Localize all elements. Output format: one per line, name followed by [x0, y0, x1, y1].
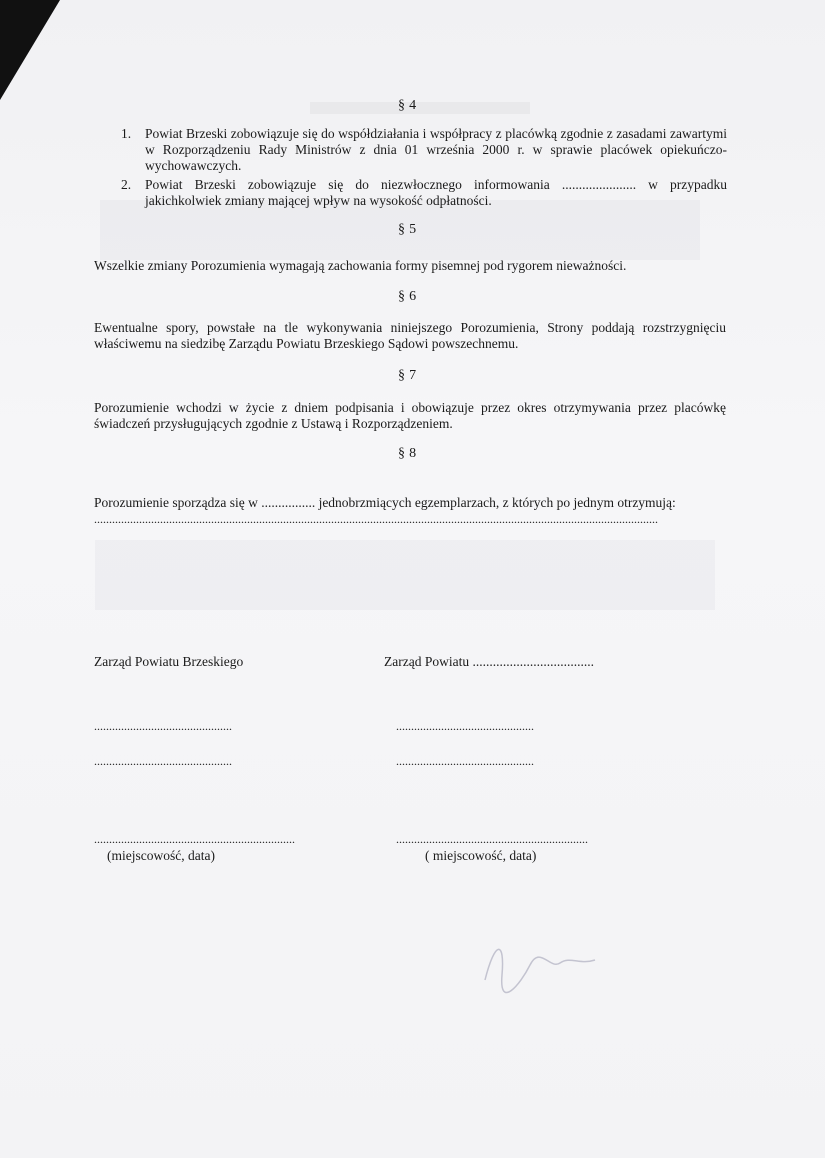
section-4-item-1-text: Powiat Brzeski zobowiązuje się do współdziałania i współpracy z placówką zgodnie z zasadami zawartymi w Rozporządzeniu Rady Ministrów z dnia 01 września 2000 r. w sprawie placówek opiekuńczo- wychowawczych.: [145, 126, 727, 173]
section-4-heading: § 4: [398, 98, 417, 113]
section-5-text: Wszelkie zmiany Porozumienia wymagają zachowania formy pisemnej pod rygorem nieważności.: [94, 258, 627, 273]
scan-corner-shadow: [0, 0, 60, 100]
section-8-text: Porozumienie sporządza się w ................ jednobrzmiących egzemplarzach, z których po jednym otrzymują:: [94, 495, 676, 510]
stamp-show-through: [480, 915, 700, 995]
left-place-date-line: ...................................................................: [94, 832, 295, 846]
left-signature-line-2: ..............................................: [94, 754, 232, 768]
signature-scrawl-icon: [480, 935, 600, 995]
right-place-date-line: ................................................................: [396, 832, 588, 846]
section-4-item-2-text: Powiat Brzeski zobowiązuje się do niezwłocznego informowania ...................... w przypadku jakichkolwiek zmiany mającej wpływ na wysokość odpłatności.: [145, 177, 727, 208]
section-7-text: Porozumienie wchodzi w życie z dniem podpisania i obowiązuje przez okres otrzymywania przez placówkę świadczeń przysługujących zgodnie z Ustawą i Rozporządzeniem.: [94, 400, 726, 431]
show-through-mark: [310, 102, 530, 114]
show-through-mark: [95, 540, 715, 610]
right-signatory-title: Zarząd Powiatu ....................................: [384, 654, 594, 669]
left-signature-line-1: ..............................................: [94, 719, 232, 733]
left-signatory-title: Zarząd Powiatu Brzeskiego: [94, 654, 244, 669]
right-place-date-label: ( miejscowość, data): [425, 848, 537, 863]
section-8-heading: § 8: [398, 446, 417, 461]
right-signature-line-2: ..............................................: [396, 754, 534, 768]
section-6-text: Ewentualne spory, powstałe na tle wykonywania niniejszego Porozumienia, Strony poddają rozstrzygnięciu właściwemu na siedzibę Zarządu Powiatu Brzeskiego Sądowi powszechnemu.: [94, 320, 726, 351]
section-4-item-1-number: 1.: [121, 126, 132, 141]
right-signature-line-1: ..............................................: [396, 719, 534, 733]
section-5-heading: § 5: [398, 222, 417, 237]
section-7-heading: § 7: [398, 368, 417, 383]
section-8-recipients-line: ............................................................................................................................................................................................: [94, 512, 658, 526]
section-4-item-2-number: 2.: [121, 177, 132, 192]
left-place-date-label: (miejscowość, data): [107, 848, 215, 863]
section-6-heading: § 6: [398, 289, 417, 304]
